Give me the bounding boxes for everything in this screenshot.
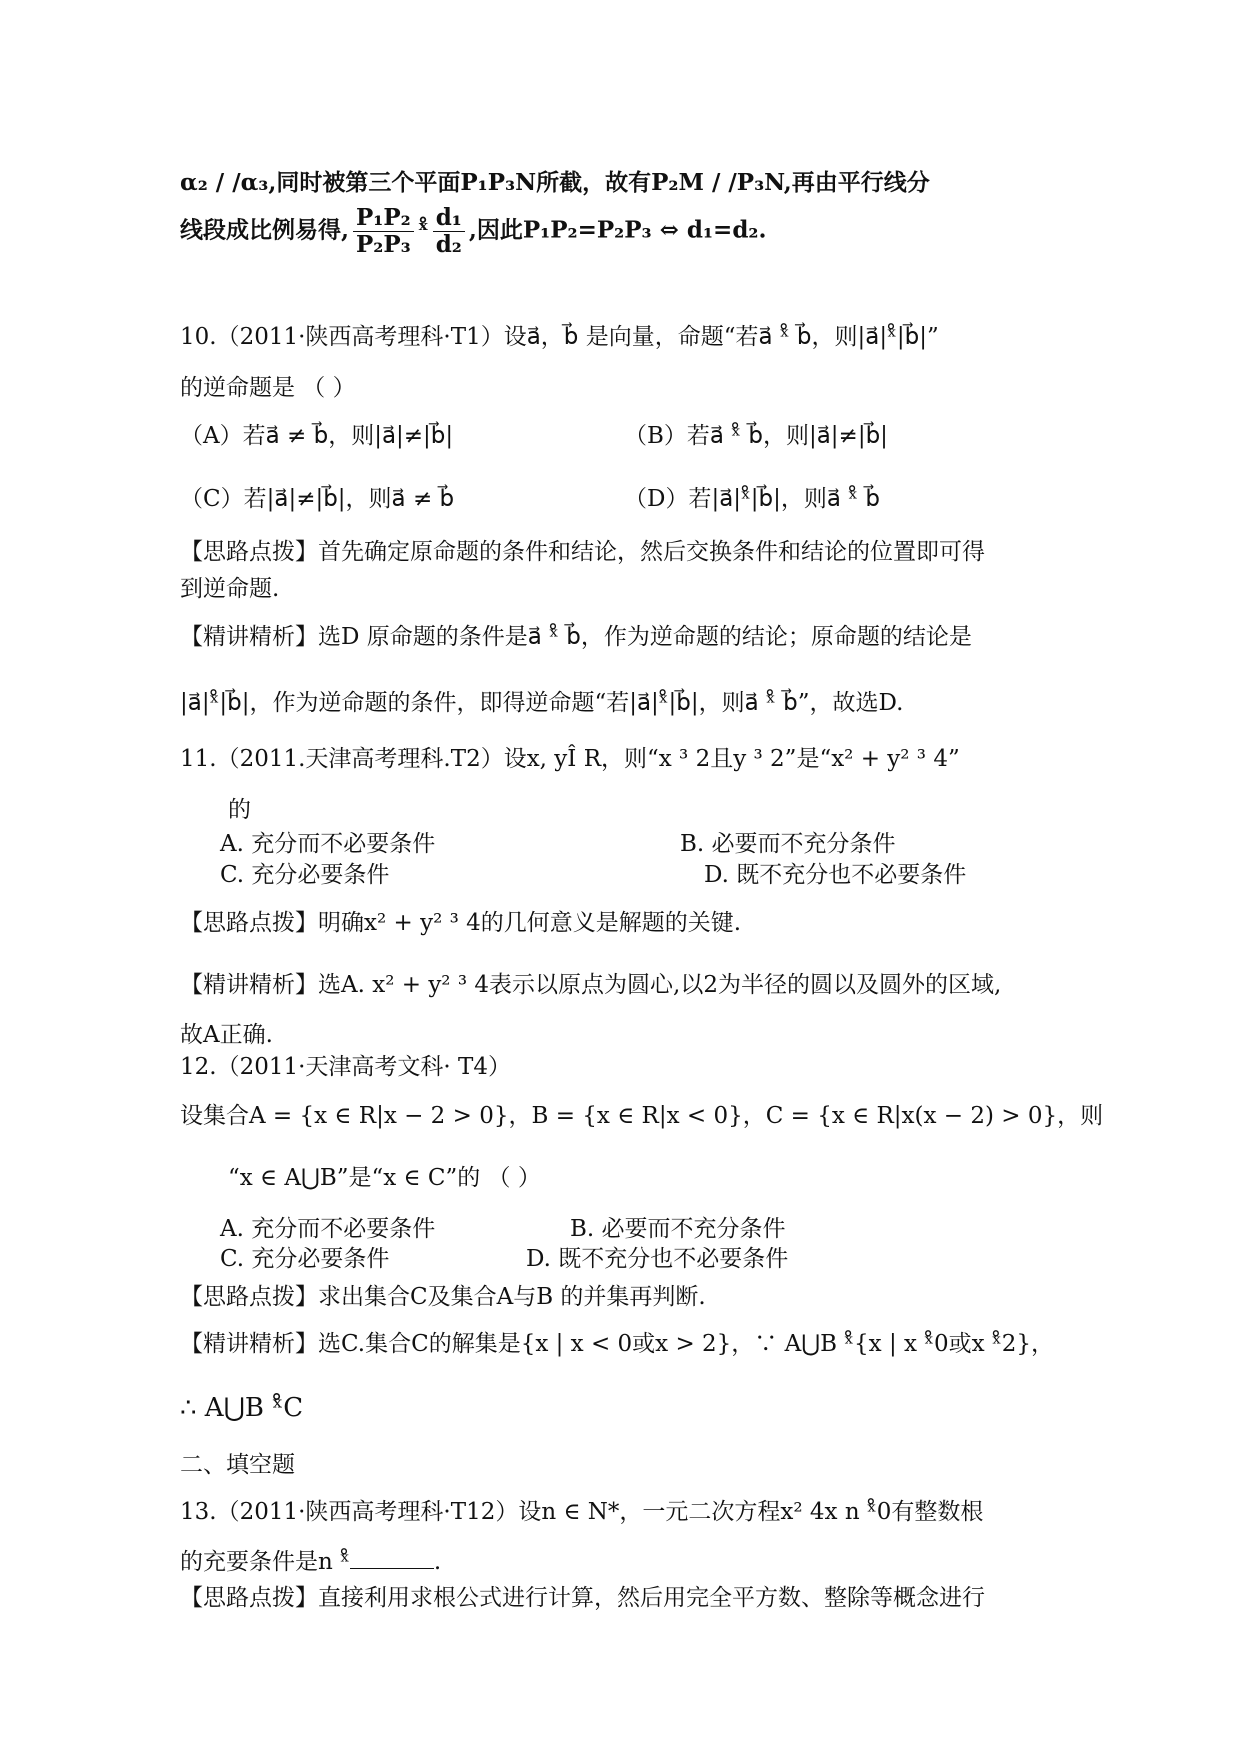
- q11-stem-line-2: 的: [228, 797, 251, 823]
- q12-option-b: B. 必要而不充分条件: [570, 1216, 786, 1242]
- carry-line-1: α₂ / /α₃,同时被第三个平面P₁P₃N所截，故有P₂M / /P₃N,再由平行线分: [180, 169, 930, 196]
- q12-option-a: A. 充分而不必要条件: [220, 1216, 436, 1242]
- q12-stem-line-1: 12.（2011·天津高考文科· T4）: [180, 1054, 512, 1080]
- q10-option-c: （C）若|a⃗|≠|b⃗|，则a⃗ ≠ b⃗: [180, 486, 455, 512]
- q12-answer-line-2: ∴ A⋃B ˣ̊C: [180, 1393, 304, 1423]
- q13-stem-line-1: 13.（2011·陕西高考理科·T12）设n ∈ N*，一元二次方程x² 4x n ˣ̊0有整数根: [180, 1499, 984, 1525]
- q12-option-d: D. 既不充分也不必要条件: [526, 1246, 789, 1272]
- q10-answer-line-1: 【精讲精析】选D 原命题的条件是a⃗ ˣ̊ b⃗，作为逆命题的结论；原命题的结论是: [180, 624, 972, 650]
- q12-answer-line-1: 【精讲精析】选C.集合C的解集是{x | x < 0或x > 2}，∵ A⋃B ˣ̊{x | x ˣ̊0或x ˣ̊2}，: [180, 1331, 1054, 1357]
- q11-option-d: D. 既不充分也不必要条件: [704, 862, 967, 888]
- q12-hint: 【思路点拨】求出集合C及集合A与B 的并集再判断.: [180, 1284, 706, 1310]
- q10-hint-line-2: 到逆命题.: [180, 576, 280, 602]
- q11-option-c: C. 充分必要条件: [220, 862, 390, 888]
- fraction-d1-over-d2: [433, 205, 465, 258]
- fraction-p1p2-over-p2p3: [353, 205, 414, 258]
- q13-stem-line-2: [180, 1546, 441, 1577]
- carry-line-2: [180, 205, 767, 258]
- q11-option-a: A. 充分而不必要条件: [220, 831, 436, 857]
- carry-equals-glyph: ˣ̊: [417, 216, 429, 244]
- q12-option-c: C. 充分必要条件: [220, 1246, 390, 1272]
- q10-hint-line-1: 【思路点拨】首先确定原命题的条件和结论，然后交换条件和结论的位置即可得: [180, 539, 985, 565]
- q11-stem-line-1: 11.（2011.天津高考理科.T2）设x, yÎ R，则“x ³ 2且y ³ 2”是“x² + y² ³ 4”: [180, 746, 960, 772]
- q10-stem-line-1: 10.（2011·陕西高考理科·T1）设a⃗，b⃗ 是向量，命题“若a⃗ ˣ̊ b⃗，则|a⃗|ˣ̊|b⃗|”: [180, 324, 939, 350]
- fraction-numerator: d₁: [433, 205, 465, 232]
- q10-option-b: （B）若a⃗ ˣ̊ b⃗，则|a⃗|≠|b⃗|: [624, 423, 888, 449]
- q11-hint: 【思路点拨】明确x² + y² ³ 4的几何意义是解题的关键.: [180, 910, 742, 936]
- answer-blank[interactable]: [350, 1546, 434, 1569]
- q11-answer-line-2: 故A正确.: [180, 1022, 273, 1048]
- fraction-denominator: d₂: [435, 231, 462, 258]
- q13-hint: 【思路点拨】直接利用求根公式进行计算，然后用完全平方数、整除等概念进行: [180, 1585, 985, 1611]
- q12-stem-line-3: “x ∈ A⋃B”是“x ∈ C”的 （ ）: [228, 1165, 541, 1191]
- q11-option-b: B. 必要而不充分条件: [680, 831, 896, 857]
- q10-answer-line-2: |a⃗|ˣ̊|b⃗|，作为逆命题的条件，即得逆命题“若|a⃗|ˣ̊|b⃗|，则a⃗ ˣ̊ b⃗”，故选D.: [180, 690, 904, 716]
- carry-line-2-lead: 线段成比例易得,: [180, 216, 350, 244]
- q11-answer-line-1: 【精讲精析】选A. x² + y² ³ 4表示以原点为圆心,以2为半径的圆以及圆外的区域,: [180, 972, 1002, 998]
- q10-option-a: （A）若a⃗ ≠ b⃗，则|a⃗|≠|b⃗|: [180, 423, 454, 449]
- q12-stem-line-2: 设集合A = {x ∈ R|x − 2 > 0}，B = {x ∈ R|x < 0}，C = {x ∈ R|x(x − 2) > 0}，则: [180, 1103, 1104, 1129]
- q13-stem-line-2-tail: .: [433, 1549, 442, 1575]
- carry-line-2-tail: ,因此P₁P₂=P₂P₃ ⇔ d₁=d₂.: [468, 216, 767, 244]
- fraction-denominator: P₂P₃: [356, 231, 411, 258]
- section-heading-fill-in: 二、填空题: [180, 1452, 295, 1478]
- q13-stem-line-2-lead: 的充要条件是n ˣ̊: [180, 1549, 350, 1575]
- q10-stem-line-2: 的逆命题是 （ ）: [180, 375, 356, 401]
- q10-option-d: （D）若|a⃗|ˣ̊|b⃗|，则a⃗ ˣ̊ b⃗: [624, 486, 880, 512]
- fraction-numerator: P₁P₂: [353, 205, 414, 232]
